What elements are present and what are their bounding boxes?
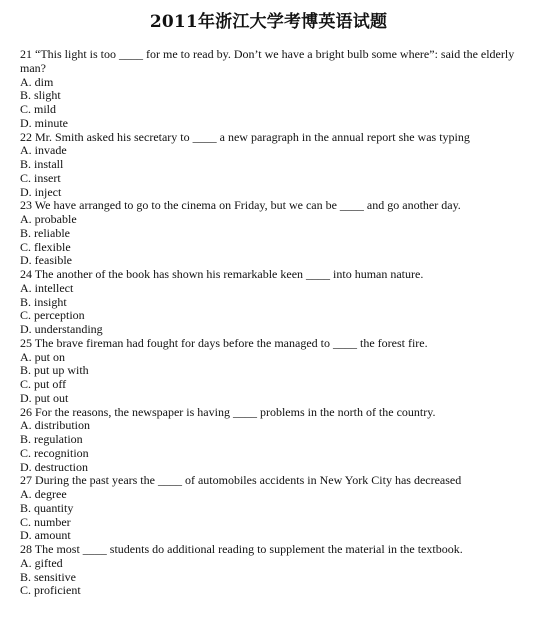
question-27	[20, 474, 517, 543]
question-stem: 21 “This light is too ____ for me to read by. Don’t we have a bright bulb some where”: said the elderly man?	[20, 47, 515, 75]
answer-option: A. degree	[20, 487, 67, 501]
answer-option: D. feasible	[20, 253, 72, 268]
answer-option: C. number	[20, 514, 71, 529]
question-26	[20, 406, 517, 475]
question-list	[20, 48, 517, 598]
answer-option: C. mild	[20, 102, 57, 116]
question-stem: 24 The another of the book has shown his remarkable keen ____ into human nature.	[20, 267, 424, 281]
answer-option: C. flexible	[20, 239, 71, 254]
answer-option: A. probable	[20, 212, 77, 226]
answer-option: C. recognition	[20, 445, 89, 460]
question-stem: 25 The brave fireman had fought for days before the managed to ____ the forest fire.	[20, 335, 428, 350]
answer-option: D. inject	[20, 184, 62, 199]
document-title: 2011年浙江大学考博英语试题	[149, 12, 388, 32]
question-stem: 23 We have arranged to go to the cinema on Friday, but we can be ____ and go another day.	[20, 198, 461, 213]
answer-option: B. insight	[20, 294, 67, 309]
answer-option: B. put up with	[20, 363, 89, 378]
answer-option: A. dim	[20, 74, 54, 89]
answer-option: B. regulation	[20, 432, 83, 446]
question-stem: 27 During the past years the ____ of automobiles accidents in New York City has decreased	[20, 473, 462, 488]
answer-option: B. reliable	[20, 225, 70, 240]
question-28	[20, 543, 517, 598]
answer-option: D. understanding	[20, 322, 103, 336]
answer-option: A. invade	[20, 143, 67, 158]
question-25	[20, 337, 517, 406]
question-23	[20, 199, 517, 268]
answer-option: D. minute	[20, 115, 68, 130]
question-stem: 22 Mr. Smith asked his secretary to ____ a new paragraph in the annual report she was typing	[20, 129, 470, 144]
answer-option: A. intellect	[20, 280, 74, 295]
answer-option: A. distribution	[20, 418, 91, 433]
answer-option: D. destruction	[20, 459, 88, 474]
question-24	[20, 268, 517, 337]
answer-option: C. proficient	[20, 583, 81, 598]
question-21	[20, 48, 517, 131]
answer-option: B. slight	[20, 88, 61, 103]
answer-option: C. perception	[20, 308, 85, 323]
answer-option: A. put on	[20, 349, 65, 364]
question-stem: 26 For the reasons, the newspaper is having ____ problems in the north of the country.	[20, 404, 436, 419]
answer-option: C. put off	[20, 377, 67, 391]
answer-option: A. gifted	[20, 555, 63, 570]
answer-option: D. amount	[20, 528, 71, 543]
answer-option: D. put out	[20, 390, 69, 405]
question-22	[20, 131, 517, 200]
answer-option: B. sensitive	[20, 569, 76, 584]
answer-option: B. install	[20, 157, 64, 171]
question-stem: 28 The most ____ students do additional reading to supplement the material in the textbook.	[20, 542, 463, 556]
answer-option: B. quantity	[20, 500, 74, 515]
answer-option: C. insert	[20, 170, 61, 185]
